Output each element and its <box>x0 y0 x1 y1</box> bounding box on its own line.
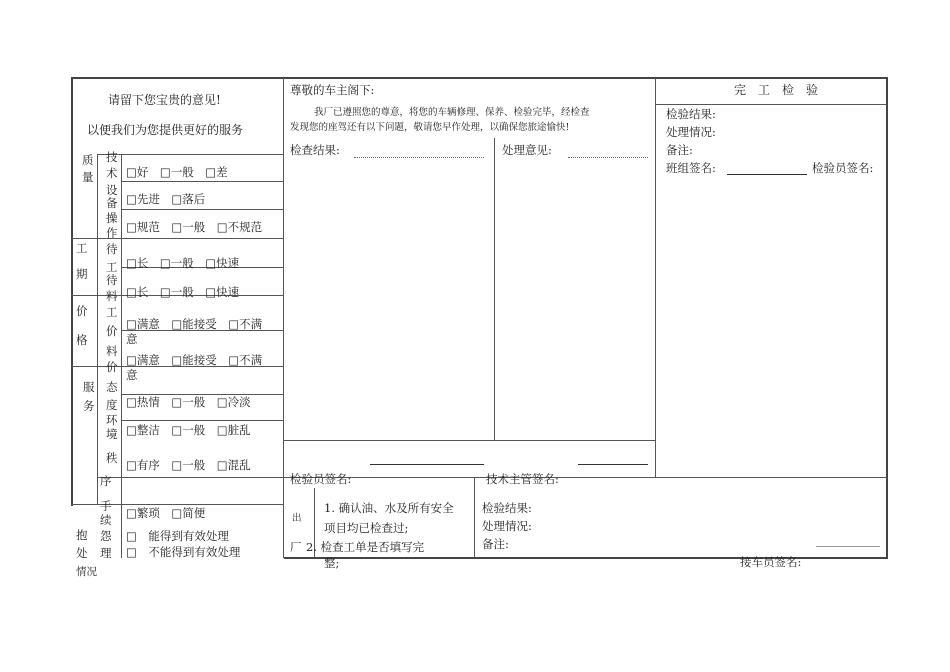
bottom-remark-line[interactable] <box>816 546 880 547</box>
exit-item-1b: 项目均已检查过; <box>324 521 409 535</box>
notice-line-2: 发现您的座驾还有以下问题，敬请您早作处理，以确保您旅途愉快! <box>290 122 570 133</box>
left-col-sub-sep <box>121 154 122 558</box>
opt-equip[interactable]: □先进 □落后 <box>126 192 206 206</box>
greeting-line-1: 请留下您宝贵的意见! <box>108 93 221 107</box>
opt-workprice[interactable]: □满意 □能接受 □不满 <box>126 317 263 331</box>
sub-waitwork-2: 工 <box>106 260 118 274</box>
sub-proc-2: 续 <box>100 513 112 527</box>
opt-waitmat[interactable]: □长 □一般 □快速 <box>126 285 240 299</box>
cat-service-2: 务 <box>83 399 95 413</box>
sub-complaint-1: 怨 <box>100 529 112 543</box>
notice-line-1: 我厂已遵照您的尊意，将您的车辆修理、保养、检验完毕，经检查 <box>314 107 590 118</box>
opt-waitwork[interactable]: □长 □一般 □快速 <box>126 256 240 270</box>
exit-item-2b: 整; <box>324 556 340 570</box>
cat-quality-2: 量 <box>82 170 94 184</box>
exit-char-2: 厂 <box>290 540 302 554</box>
sub-env-2: 境 <box>106 427 118 441</box>
middle-sign-line-2[interactable] <box>578 464 648 465</box>
frame-right <box>886 77 888 559</box>
lower-sep-2 <box>474 477 475 558</box>
opt-oper[interactable]: □规范 □一般 □不规范 <box>126 220 263 234</box>
cat-price-2: 格 <box>76 333 88 347</box>
right-title: 完 工 检 验 <box>734 83 819 97</box>
cat-service-1: 服 <box>83 380 95 394</box>
handle-opinion-field[interactable] <box>568 157 648 158</box>
left-col-cat-sep <box>97 154 98 504</box>
sub-waitwork-1: 待 <box>106 242 118 256</box>
bottom-check-result: 检验结果: <box>482 501 532 515</box>
opt-attitude[interactable]: □热情 □一般 □冷淡 <box>126 395 251 409</box>
sub-tech-2: 术 <box>106 166 118 180</box>
sub-tech-1: 技 <box>106 150 118 164</box>
frame-left <box>71 77 73 506</box>
sub-matprice-2: 价 <box>106 360 118 374</box>
right-remark: 备注: <box>666 143 693 157</box>
opt-complaint-1[interactable]: □ 能得到有效处理 <box>126 529 229 543</box>
sub-order-1: 秩 <box>106 451 118 465</box>
sub-waitmat-2: 料 <box>106 289 118 303</box>
left-rule-header <box>97 154 283 155</box>
cat-complaint-2: 处 <box>76 546 88 560</box>
tech-supervisor-sign: 技术主管签名: <box>486 472 559 486</box>
opt-env[interactable]: □整洁 □一般 □脏乱 <box>126 423 251 437</box>
right-title-rule <box>655 104 887 105</box>
sub-equip-1: 设 <box>106 183 118 197</box>
opt-workprice-tail: 意 <box>126 332 138 346</box>
left-rule-3 <box>71 238 283 239</box>
sub-order-2: 序 <box>100 474 112 488</box>
sub-matprice-1: 料 <box>106 344 118 358</box>
opt-complaint-2[interactable]: □ 不能得到有效处理 <box>126 545 241 559</box>
handle-opinion-label: 处理意见: <box>502 143 552 157</box>
left-rule-1 <box>121 181 283 182</box>
middle-sign-line-1[interactable] <box>370 464 484 465</box>
sub-waitmat-1: 待 <box>106 273 118 287</box>
greeting-line-2: 以便我们为您提供更好的服务 <box>87 123 244 137</box>
bottom-remark: 备注: <box>482 537 509 551</box>
sub-oper-1: 操 <box>106 211 118 225</box>
sub-attitude-1: 态 <box>106 380 118 394</box>
opt-matprice[interactable]: □满意 □能接受 □不满 <box>126 353 263 367</box>
right-handle-status: 处理情况: <box>666 125 716 139</box>
bottom-handle-status: 处理情况: <box>482 519 532 533</box>
right-team-sign: 班组签名: <box>666 161 716 175</box>
left-rule-2 <box>121 209 283 210</box>
salutation: 尊敬的车主阁下: <box>290 83 375 97</box>
cat-period-2: 期 <box>76 267 88 281</box>
cat-complaint-3: 情况 <box>76 566 97 578</box>
check-result-field[interactable] <box>354 157 484 158</box>
opt-order[interactable]: □有序 □一般 □混乱 <box>126 458 251 472</box>
cat-complaint-1: 抱 <box>76 528 88 542</box>
col-sep-middle-right <box>655 78 656 477</box>
middle-rule-bottom <box>284 440 655 441</box>
check-result-label: 检查结果: <box>290 143 340 157</box>
exit-item-2a: 2. 检查工单是否填写完 <box>306 540 425 554</box>
opt-tech[interactable]: □好 □一般 □差 <box>126 165 228 179</box>
right-check-result: 检验结果: <box>666 107 716 121</box>
right-team-sign-line[interactable] <box>727 174 807 175</box>
cat-price-1: 价 <box>76 304 88 318</box>
sub-workprice-1: 工 <box>106 305 118 319</box>
sub-proc-1: 手 <box>100 499 112 513</box>
col-sep-left-middle <box>283 78 284 558</box>
sub-env-1: 环 <box>106 413 118 427</box>
cat-period-1: 工 <box>76 241 88 255</box>
receiver-sign: 接车员签名: <box>740 555 802 569</box>
right-inspector-sign: 检验员签名: <box>812 161 874 175</box>
col-sep-middle-inner <box>494 138 495 440</box>
sub-equip-2: 备 <box>106 196 118 210</box>
left-rule-9 <box>121 420 283 421</box>
exit-char-1: 出 <box>292 513 302 524</box>
cat-quality-1: 质 <box>82 153 94 167</box>
opt-matprice-tail: 意 <box>126 368 138 382</box>
left-rule-10 <box>97 477 283 478</box>
sub-attitude-2: 度 <box>106 398 118 412</box>
frame-top <box>71 77 888 79</box>
opt-proc[interactable]: □繁琐 □简便 <box>126 506 206 520</box>
sub-workprice-2: 价 <box>106 324 118 338</box>
sub-complaint-2: 理 <box>100 546 112 560</box>
inspector-sign: 检验员签名: <box>290 472 352 486</box>
exit-item-1a: 1. 确认油、水及所有安全 <box>324 501 454 515</box>
sub-oper-2: 作 <box>106 226 118 240</box>
